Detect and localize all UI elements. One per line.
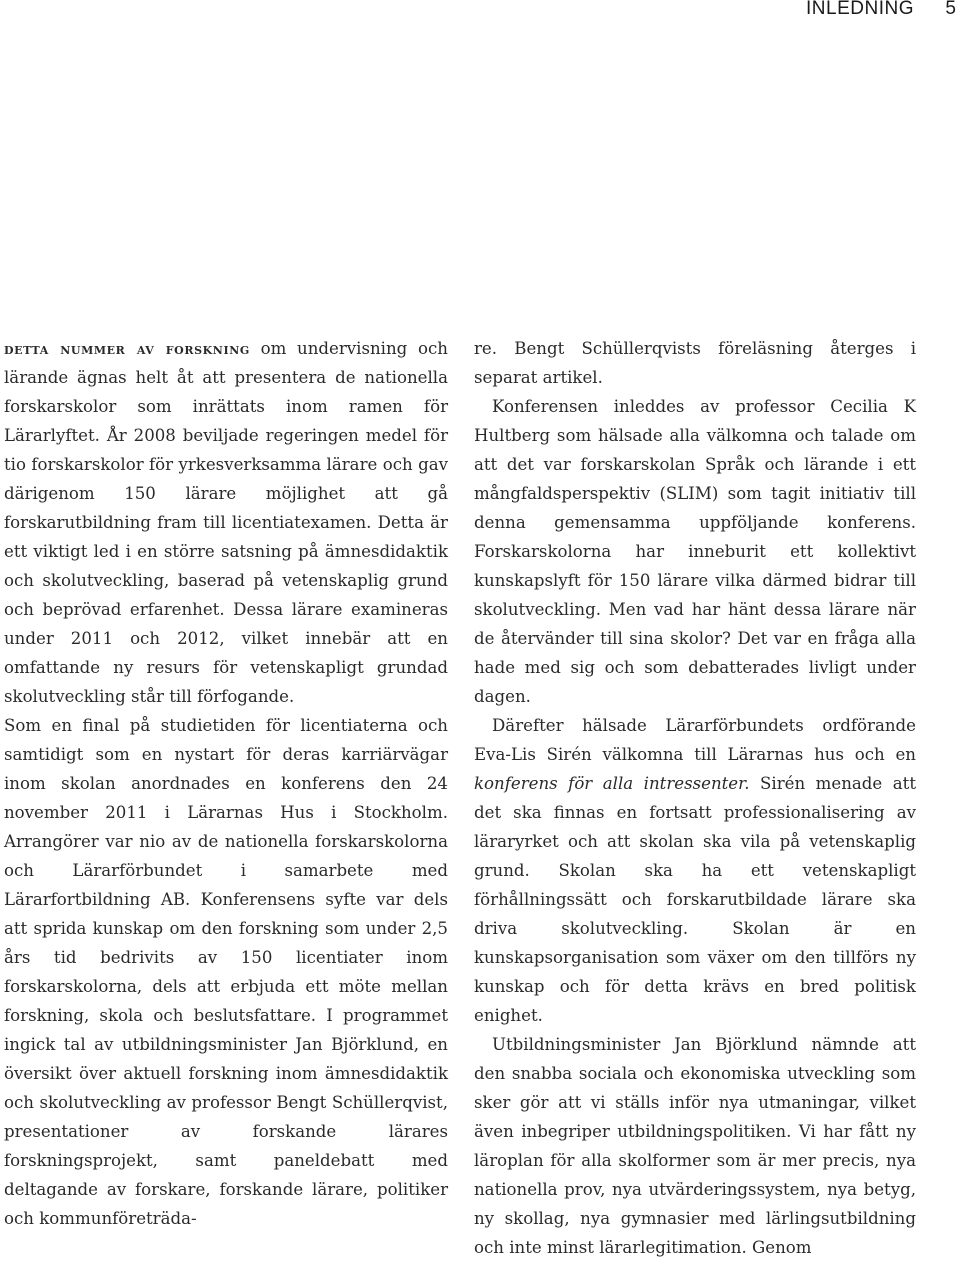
paragraph bbox=[474, 392, 916, 711]
right-column bbox=[474, 334, 916, 1262]
page-number: 5 bbox=[945, 0, 956, 19]
italic-phrase: konferens för alla intressenter. bbox=[474, 774, 750, 793]
paragraph bbox=[474, 1030, 916, 1262]
paragraph-text: Därefter hälsade Lärarförbundets ordförande Eva-Lis Sirén välkomna till Lärarnas hus och en bbox=[474, 716, 916, 764]
paragraph: re. Bengt Schüllerqvists föreläsning återges i separat artikel. bbox=[474, 339, 916, 387]
paragraph bbox=[4, 334, 448, 711]
section-title: INLEDNING bbox=[806, 0, 914, 19]
left-column bbox=[4, 334, 448, 1233]
paragraph-text: Konferensen inleddes av professor Cecilia K Hultberg som hälsade alla välkomna och talade om att det var forskarskolan Språk och lärande i ett mångfaldsperspektiv (SLIM) som tagit initiativ till denna gemensamma uppföljande konferens. Forskarskolorna har inneburit ett kollektivt kunskapslyft för 150 lärare vilka därmed bidrar till skolutveckling. Men vad har hänt dessa lärare när de återvänder till sina skolor? Det var en fråga alla hade med sig och som debatterades livligt under dagen. bbox=[474, 397, 916, 706]
running-header bbox=[0, 0, 960, 24]
lead-in-small-caps: detta nummer av forskning bbox=[4, 339, 250, 358]
paragraph: Som en final på studietiden för licentiaterna och samtidigt som en nystart för deras karriärvägar inom skolan anordnades en konferens den 24 november 2011 i Lärarnas Hus i Stockholm. Arrangörer var nio av de nationella forskarskolorna och Lärarförbundet i samarbete med Lärarfortbildning AB. Konferensens syfte var dels att sprida kunskap om den forskning som under 2,5 års tid bedrivits av 150 licentiater inom forskarskolorna, dels att erbjuda ett möte mellan forskning, skola och beslutsfattare. I programmet ingick tal av utbildningsminister Jan Björklund, en översikt över aktuell forskning inom ämnesdidaktik och skolutveckling av professor Bengt Schüllerqvist, presentationer av forskande lärares forskningsprojekt, samt paneldebatt med deltagande av forskare, forskande lärare, politiker och kommunföreträda- bbox=[4, 716, 448, 1228]
paragraph bbox=[474, 711, 916, 1030]
paragraph-text: om undervisning och lärande ägnas helt åt att presentera de nationella forskarskolor som inrättats inom ramen för Lärarlyftet. År 2008 beviljade regeringen medel för tio forskarskolor för yrkesverksamma lärare och gav därigenom 150 lärare möjlighet att gå forskarutbildning fram till licentiatexamen. Detta är ett viktigt led i en större satsning på ämnesdidaktik och skolutveckling, baserad på vetenskaplig grund och beprövad erfarenhet. Dessa lärare examineras under 2011 och 2012, vilket innebär att en omfattande ny resurs för vetenskapligt grundad skolutveckling står till förfogande. bbox=[4, 339, 448, 706]
paragraph-text: Sirén menade att det ska finnas en fortsatt professionalisering av läraryrket och att skolan ska vila på vetenskaplig grund. Skolan ska ha ett vetenskapligt förhållningssätt och forskarutbildade lärare ska driva skolutveckling. Skolan är en kunskapsorganisation som växer om den tillförs ny kunskap och för detta krävs en bred politisk enighet. bbox=[474, 774, 917, 1025]
paragraph-text: Utbildningsminister Jan Björklund nämnde att den snabba sociala och ekonomiska utveckling som sker gör att vi ställs inför nya utmaningar, vilket även inbegriper utbildningspolitiken. Vi har fått ny läroplan för alla skolformer som är mer precis, nya nationella prov, nya utvärderingssystem, nya betyg, ny skollag, nya gymnasier med lärlingsutbildning och inte minst lärarlegitimation. Genom bbox=[474, 1035, 916, 1257]
